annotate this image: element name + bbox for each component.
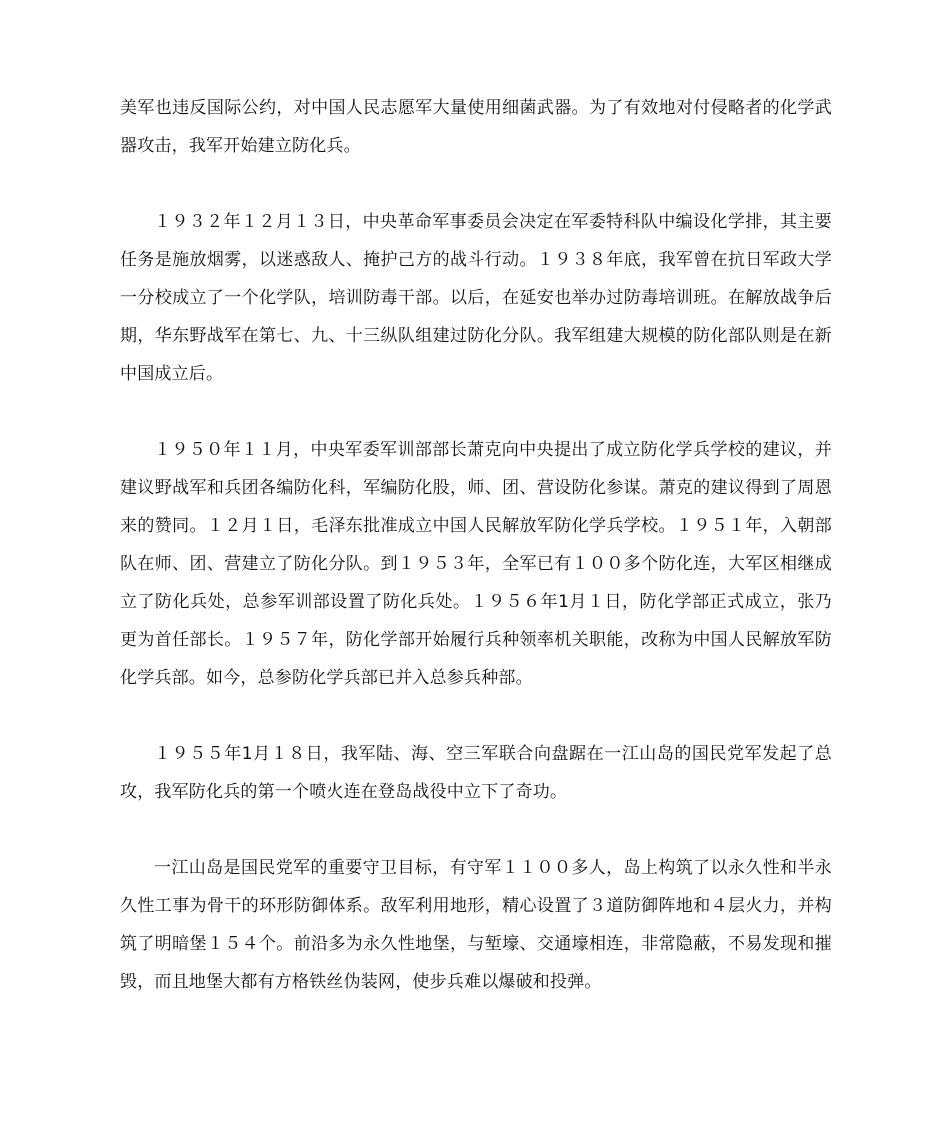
paragraph-5: 一江山岛是国民党军的重要守卫目标，有守军１１００多人，岛上构筑了以永久性和半永久性工事为骨干的环形防御体系。敌军利用地形，精心设置了３道防御阵地和４层火力，并构筑了明暗堡１５４个。前沿多为永久性地堡，与堑壕、交通壕相连，非常隐蔽，不易发现和摧毁，而且地堡大都有方格铁丝伪装网，使步兵难以爆破和投弹。 <box>120 858 832 992</box>
paragraph-3: １９５０年１１月，中央军委军训部部长萧克向中央提出了成立防化学兵学校的建议，并建议野战军和兵团各编防化科，军编防化股，师、团、营设防化参谋。萧克的建议得到了周恩来的赞同。１２月１日，毛泽东批准成立中国人民解放军防化学兵学校。１９５１年，入朝部队在师、团、营建立了防化分队。到１９５３年，全军已有１００多个防化连，大军区相继成立了防化兵处，总参军训部设置了防化兵处。１９５６年1月１日，防化学部正式成立，张乃更为首任部长。１９５７年，防化学部开始履行兵种领率机关职能，改称为中国人民解放军防化学兵部。如今，总参防化学兵部已并入总参兵种部。 <box>120 440 832 688</box>
paragraph-1: 美军也违反国际公约，对中国人民志愿军大量使用细菌武器。为了有效地对付侵略者的化学武器攻击，我军开始建立防化兵。 <box>120 98 832 156</box>
document-body <box>120 89 832 1001</box>
paragraph-2: １９３２年１２月１３日，中央革命军事委员会决定在军委特科队中编设化学排，其主要任务是施放烟雾，以迷惑敌人、掩护己方的战斗行动。１９３８年底，我军曾在抗日军政大学一分校成立了一个化学队，培训防毒干部。以后，在延安也举办过防毒培训班。在解放战争后期，华东野战军在第七、九、十三纵队组建过防化分队。我军组建大规模的防化部队则是在新中国成立后。 <box>120 212 832 384</box>
paragraph-4: １９５５年1月１８日，我军陆、海、空三军联合向盘踞在一江山岛的国民党军发起了总攻，我军防化兵的第一个喷火连在登岛战役中立下了奇功。 <box>120 744 832 802</box>
